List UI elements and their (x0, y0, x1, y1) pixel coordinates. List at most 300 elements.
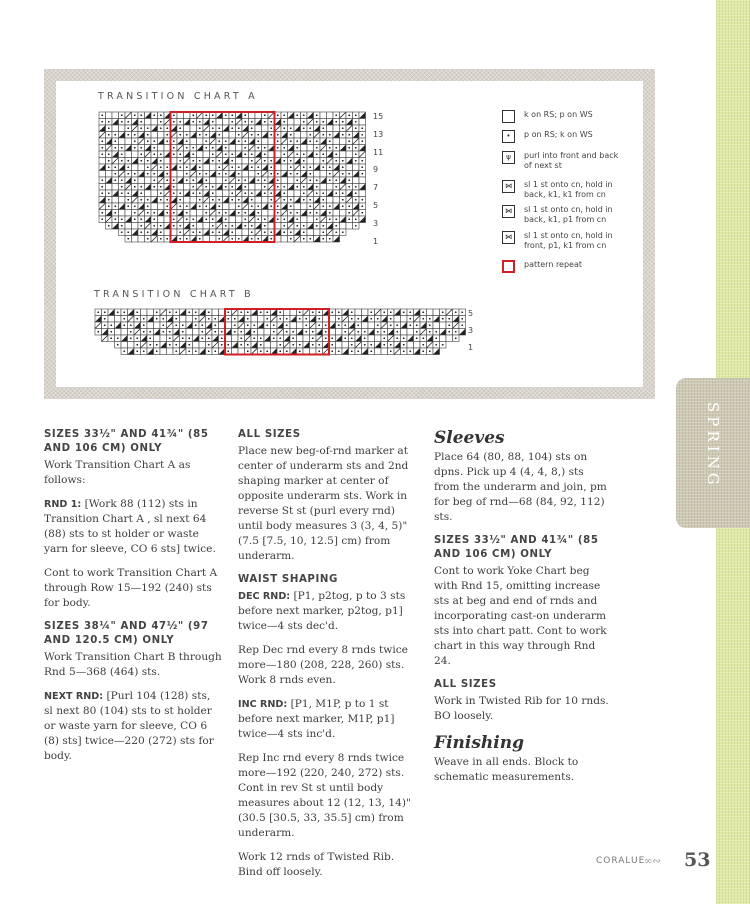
grid-cell (154, 335, 161, 342)
purl-dot (283, 186, 285, 188)
legend-label: sl 1 st onto cn, hold in back, k1, k1 from cn (524, 180, 613, 199)
purl-dot (182, 324, 184, 326)
purl-dot (277, 205, 279, 207)
grid-cell (199, 342, 206, 349)
grid-cell (242, 229, 249, 236)
purl-dot (127, 166, 129, 168)
grid-cell (203, 164, 210, 171)
purl-dot (179, 238, 181, 240)
grid-cell (288, 190, 295, 197)
purl-dot (127, 173, 129, 175)
purl-dot (316, 121, 318, 123)
purl-dot (140, 147, 142, 149)
purl-dot (390, 311, 392, 313)
purl-dot (335, 153, 337, 155)
purl-dot (329, 205, 331, 207)
purl-dot (192, 179, 194, 181)
purl-dot (121, 218, 123, 220)
purl-dot (277, 134, 279, 136)
purl-dot (225, 186, 227, 188)
purl-dot (448, 318, 450, 320)
purl-dot (253, 337, 255, 339)
purl-dot (283, 231, 285, 233)
purl-dot (199, 199, 201, 201)
purl-dot (130, 337, 132, 339)
purl-dot (303, 160, 305, 162)
purl-dot (260, 311, 262, 313)
purl-dot (234, 324, 236, 326)
purl-dot (173, 212, 175, 214)
purl-dot (195, 311, 197, 313)
grid-cell (158, 203, 165, 210)
purl-dot (342, 121, 344, 123)
purl-dot (303, 186, 305, 188)
purl-dot (338, 311, 340, 313)
paragraph (44, 689, 222, 764)
purl-dot (114, 179, 116, 181)
purl-dot (338, 318, 340, 320)
grid-cell (147, 322, 154, 329)
purl-dot (318, 311, 320, 313)
purl-dot (348, 140, 350, 142)
purl-dot (357, 350, 359, 352)
purl-dot (205, 186, 207, 188)
purl-dot (212, 218, 214, 220)
purl-dot (390, 324, 392, 326)
purl-dot (244, 121, 246, 123)
purl-dot (455, 331, 457, 333)
purl-dot (299, 350, 301, 352)
purl-dot (260, 344, 262, 346)
purl-dot (279, 318, 281, 320)
purl-dot (108, 205, 110, 207)
purl-dot (348, 147, 350, 149)
purl-dot (136, 311, 138, 313)
purl-dot (212, 231, 214, 233)
purl-dot (225, 147, 227, 149)
purl-dot (448, 324, 450, 326)
purl-dot (244, 225, 246, 227)
purl-dot (192, 114, 194, 116)
purl-dot (316, 140, 318, 142)
purl-dot (283, 127, 285, 129)
purl-dot (121, 153, 123, 155)
purl-dot (231, 166, 233, 168)
purl-dot (121, 179, 123, 181)
grid-cell (262, 138, 269, 145)
purl-dot (143, 318, 145, 320)
grid-cell (314, 171, 321, 178)
purl-dot (149, 331, 151, 333)
purl-dot (257, 218, 259, 220)
purl-dot (127, 192, 129, 194)
legend-label: sl 1 st onto cn, hold in front, p1, k1 from cn (524, 231, 613, 250)
paragraph (238, 697, 416, 742)
purl-dot (127, 121, 129, 123)
purl-dot (309, 140, 311, 142)
purl-dot (283, 121, 285, 123)
purl-dot (179, 134, 181, 136)
purl-dot (290, 238, 292, 240)
stitch-symbol-icon: ⋈ (502, 205, 515, 218)
purl-dot (153, 140, 155, 142)
grid-cell (255, 184, 262, 191)
purl-dot (134, 179, 136, 181)
purl-dot (208, 344, 210, 346)
purl-dot (331, 337, 333, 339)
purl-dot (279, 311, 281, 313)
purl-dot (136, 344, 138, 346)
purl-dot (316, 218, 318, 220)
purl-dot (331, 311, 333, 313)
purl-dot (123, 318, 125, 320)
purl-dot (121, 186, 123, 188)
purl-dot (257, 140, 259, 142)
row-number: 5 (468, 309, 474, 318)
purl-dot (153, 225, 155, 227)
purl-dot (277, 186, 279, 188)
rnd-text: [Work 88 (112) sts in Transition Chart A , sl next 64 (88) sts to st holder or waste yarn for sleeve, CO 6 sts] twice. (44, 498, 216, 555)
paragraph: Work in Twisted Rib for 10 rnds. BO loosely. (434, 695, 609, 722)
grid-cell (147, 309, 154, 316)
purl-dot (299, 344, 301, 346)
grid-cell (394, 316, 401, 323)
purl-dot (312, 311, 314, 313)
purl-dot (273, 337, 275, 339)
grid-cell (362, 309, 369, 316)
purl-dot (186, 238, 188, 240)
grid-cell (333, 138, 340, 145)
purl-dot (192, 160, 194, 162)
purl-dot (238, 134, 240, 136)
purl-dot (422, 350, 424, 352)
purl-dot (173, 147, 175, 149)
purl-dot (351, 318, 353, 320)
purl-dot (290, 199, 292, 201)
chart-b-grid (94, 308, 469, 356)
purl-dot (218, 238, 220, 240)
purl-dot (231, 225, 233, 227)
purl-dot (173, 140, 175, 142)
purl-dot (383, 337, 385, 339)
purl-dot (156, 311, 158, 313)
paragraph: Place new beg-of-rnd marker at center of underarm sts and 2nd shaping marker at center of opposite underarm sts. Work in reverse St st (purl every rnd) until body measures 3 (3, 4, 5)" (7.5 [7.5, 10, 12.5] cm) from underarm. (238, 445, 409, 562)
purl-dot (160, 166, 162, 168)
purl-dot (244, 212, 246, 214)
purl-dot (140, 218, 142, 220)
purl-dot (218, 205, 220, 207)
purl-dot (244, 114, 246, 116)
purl-dot (338, 324, 340, 326)
grid-cell (106, 112, 113, 119)
purl-dot (251, 166, 253, 168)
purl-dot (244, 153, 246, 155)
purl-dot (134, 147, 136, 149)
purl-dot (160, 238, 162, 240)
purl-dot (205, 134, 207, 136)
purl-dot (238, 199, 240, 201)
grid-cell (132, 164, 139, 171)
grid-cell (281, 177, 288, 184)
grid-cell (375, 348, 382, 355)
grid-cell (327, 197, 334, 204)
purl-dot (166, 166, 168, 168)
purl-dot (244, 147, 246, 149)
purl-dot (257, 179, 259, 181)
purl-dot (264, 160, 266, 162)
purl-dot (257, 134, 259, 136)
purl-dot (270, 173, 272, 175)
grid-cell (346, 223, 353, 230)
purl-dot (114, 218, 116, 220)
purl-dot (121, 231, 123, 233)
purl-dot (329, 179, 331, 181)
purl-dot (361, 166, 363, 168)
stitch-symbol-icon: ⋈ (502, 180, 515, 193)
purl-dot (227, 311, 229, 313)
purl-dot (370, 344, 372, 346)
grid-cell (307, 145, 314, 152)
purl-dot (186, 134, 188, 136)
purl-dot (130, 331, 132, 333)
purl-dot (377, 324, 379, 326)
purl-dot (299, 318, 301, 320)
purl-dot (231, 186, 233, 188)
grid-cell (307, 216, 314, 223)
purl-dot (218, 134, 220, 136)
purl-dot (348, 205, 350, 207)
purl-dot (175, 350, 177, 352)
purl-dot (101, 140, 103, 142)
purl-dot (214, 318, 216, 320)
purl-dot (325, 337, 327, 339)
purl-dot (355, 218, 357, 220)
purl-dot (192, 121, 194, 123)
purl-dot (296, 212, 298, 214)
grid-cell (112, 112, 119, 119)
purl-dot (186, 212, 188, 214)
purl-dot (121, 121, 123, 123)
grid-cell (151, 119, 158, 126)
purl-dot (264, 231, 266, 233)
purl-dot (108, 192, 110, 194)
purl-dot (195, 324, 197, 326)
purl-dot (186, 166, 188, 168)
purl-dot (166, 140, 168, 142)
purl-dot (435, 331, 437, 333)
legend-label: sl 1 st onto cn, hold in back, k1, p1 from cn (524, 205, 613, 224)
grid-cell (158, 216, 165, 223)
grid-cell (440, 335, 447, 342)
grid-cell (294, 203, 301, 210)
purl-dot (403, 311, 405, 313)
purl-dot (322, 127, 324, 129)
stitch-symbol-icon: • (502, 130, 515, 143)
grid-cell (236, 158, 243, 165)
grid-cell (340, 151, 347, 158)
purl-dot (283, 153, 285, 155)
purl-dot (140, 121, 142, 123)
grid-cell (401, 316, 408, 323)
purl-dot (201, 324, 203, 326)
purl-dot (127, 199, 129, 201)
purl-dot (238, 140, 240, 142)
purl-dot (114, 212, 116, 214)
purl-dot (355, 225, 357, 227)
purl-dot (153, 114, 155, 116)
purl-dot (134, 134, 136, 136)
purl-dot (192, 186, 194, 188)
grid-cell (99, 158, 106, 165)
purl-dot (329, 173, 331, 175)
swirl-ornament-icon: ∞∾ (644, 856, 661, 867)
purl-dot (448, 331, 450, 333)
purl-dot (208, 337, 210, 339)
purl-dot (442, 318, 444, 320)
purl-dot (296, 218, 298, 220)
row-number: 3 (468, 326, 474, 335)
purl-dot (212, 114, 214, 116)
purl-dot (199, 160, 201, 162)
purl-dot (147, 205, 149, 207)
purl-dot (416, 337, 418, 339)
legend-label: k on RS; p on WS (524, 110, 593, 119)
purl-dot (182, 337, 184, 339)
purl-dot (257, 166, 259, 168)
purl-dot (322, 166, 324, 168)
purl-dot (383, 331, 385, 333)
sizes-heading: SIZES 38¼" AND 47½" (97 AND 120.5 CM) ONLY (44, 621, 209, 646)
chart-a-grid (98, 111, 368, 246)
purl-dot (179, 199, 181, 201)
purl-dot (134, 186, 136, 188)
purl-dot (292, 344, 294, 346)
purl-dot (455, 337, 457, 339)
grid-cell (333, 210, 340, 217)
purl-dot (303, 199, 305, 201)
purl-dot (416, 331, 418, 333)
purl-dot (179, 121, 181, 123)
purl-dot (305, 318, 307, 320)
purl-dot (296, 153, 298, 155)
purl-dot (270, 127, 272, 129)
purl-dot (214, 331, 216, 333)
paragraph: Rep Dec rnd every 8 rnds twice more—180 (208, 228, 260) sts. Work 8 rnds even. (238, 644, 408, 686)
purl-dot (218, 199, 220, 201)
purl-dot (238, 238, 240, 240)
grid-cell (216, 177, 223, 184)
grid-cell (340, 223, 347, 230)
purl-dot (231, 153, 233, 155)
purl-dot (212, 127, 214, 129)
grid-cell (314, 158, 321, 165)
purl-dot (101, 218, 103, 220)
purl-dot (147, 212, 149, 214)
purl-dot (173, 192, 175, 194)
purl-dot (104, 318, 106, 320)
purl-dot (97, 331, 99, 333)
purl-dot (309, 134, 311, 136)
purl-dot (461, 324, 463, 326)
purl-dot (361, 134, 363, 136)
purl-dot (199, 121, 201, 123)
purl-dot (279, 350, 281, 352)
purl-dot (212, 199, 214, 201)
purl-dot (357, 324, 359, 326)
purl-dot (322, 153, 324, 155)
purl-dot (335, 114, 337, 116)
purl-dot (292, 331, 294, 333)
purl-dot (270, 166, 272, 168)
purl-dot (147, 166, 149, 168)
purl-dot (160, 231, 162, 233)
purl-dot (179, 225, 181, 227)
purl-dot (101, 192, 103, 194)
grid-cell (229, 216, 236, 223)
row-number: 13 (373, 129, 384, 139)
purl-dot (156, 318, 158, 320)
purl-dot (227, 344, 229, 346)
grid-cell (346, 164, 353, 171)
row-number: 3 (373, 218, 379, 228)
purl-dot (188, 344, 190, 346)
purl-dot (422, 337, 424, 339)
legend-label: purl into front and back of next st (524, 151, 619, 170)
purl-dot (331, 350, 333, 352)
grid-cell (294, 190, 301, 197)
grid-cell (141, 309, 148, 316)
grid-cell (229, 132, 236, 139)
grid-cell (193, 342, 200, 349)
purl-dot (277, 179, 279, 181)
grid-cell (119, 125, 126, 132)
purl-dot (114, 147, 116, 149)
purl-dot (409, 318, 411, 320)
purl-dot (303, 225, 305, 227)
rnd-text: [P1, M1P, p to 1 st before next marker, M1P, p1] twice—4 sts inc'd. (238, 698, 395, 740)
grid-cell (242, 158, 249, 165)
purl-dot (108, 121, 110, 123)
purl-dot (108, 166, 110, 168)
purl-dot (188, 337, 190, 339)
purl-dot (205, 114, 207, 116)
purl-dot (309, 238, 311, 240)
purl-dot (231, 160, 233, 162)
purl-dot (303, 121, 305, 123)
purl-dot (199, 166, 201, 168)
purl-dot (134, 140, 136, 142)
grid-cell (342, 342, 349, 349)
purl-dot (136, 318, 138, 320)
purl-dot (318, 344, 320, 346)
grid-cell (288, 177, 295, 184)
purl-dot (316, 114, 318, 116)
purl-dot (199, 238, 201, 240)
grid-cell (106, 184, 113, 191)
purl-dot (160, 127, 162, 129)
purl-dot (290, 173, 292, 175)
purl-dot (173, 114, 175, 116)
purl-dot (169, 337, 171, 339)
purl-dot (277, 140, 279, 142)
grid-cell (353, 177, 360, 184)
purl-dot (270, 231, 272, 233)
purl-dot (244, 192, 246, 194)
purl-dot (257, 238, 259, 240)
purl-dot (240, 337, 242, 339)
purl-dot (212, 160, 214, 162)
purl-dot (114, 166, 116, 168)
